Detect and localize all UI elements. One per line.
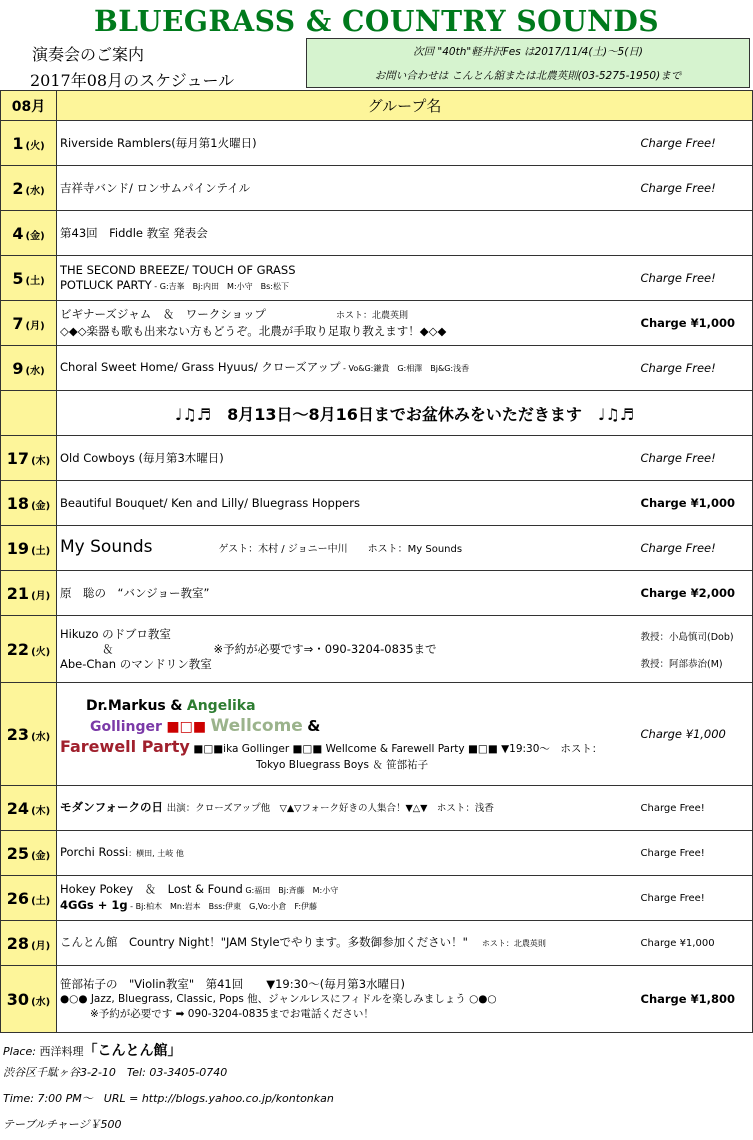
table-row [1, 616, 753, 683]
event-cell: Porchi Rossi：横田, 土岐 他 [57, 831, 641, 876]
date-cell: 28 (月) [1, 921, 57, 966]
event-cell: 第43回 Fiddle 教室 発表会 [57, 211, 641, 256]
notice-box [306, 38, 750, 88]
charge-cell: Charge Free! [641, 786, 753, 831]
date-cell: 7 (月) [1, 301, 57, 346]
table-row [1, 481, 753, 526]
table-row [1, 301, 753, 346]
event-cell: Beautiful Bouquet/ Ken and Lilly/ Bluegrass Hoppers [57, 481, 641, 526]
notice-contact: お問い合わせは こんとん舘または北農英則(03-5275-1950)まで [374, 70, 682, 82]
date-cell: 25 (金) [1, 831, 57, 876]
event-cell: Choral Sweet Home/ Grass Hyuus/ クローズアップ - Vo&G:鎌貴 G:相澤 Bj&G:浅香 [57, 346, 641, 391]
holiday-notice: ♩♫♬ 8月13日～8月16日までお盆休みをいただきます ♩♫♬ [57, 391, 753, 436]
table-header [1, 91, 753, 121]
charge-cell: Charge Free! [641, 256, 753, 301]
event-cell: Hikuzo のドブロ教室 ＆ ※予約が必要です⇒・090-3204-0835まで Abe-Chan のマンドリン教室 [57, 616, 641, 683]
charge-cell: Charge Free! [641, 166, 753, 211]
date-cell: 5 (土) [1, 256, 57, 301]
event-cell: 原 聡の “バンジョー教室” [57, 571, 641, 616]
charge-cell: Charge ¥1,000 [641, 921, 753, 966]
table-row [1, 786, 753, 831]
group-header: グループ名 [57, 91, 753, 121]
date-cell: 4 (金) [1, 211, 57, 256]
date-cell: 17 (木) [1, 436, 57, 481]
charge-cell: Charge ¥1,800 [641, 966, 753, 1033]
date-cell: 2 (水) [1, 166, 57, 211]
charge-cell: Charge Free! [641, 831, 753, 876]
event-cell: こんとん館 Country Night！"JAM Styleでやります。多数御参加ください！" ホスト：北農英則 [57, 921, 641, 966]
event-cell: Hokey Pokey ＆ Lost & Found G:福田 Bj:斉藤 M:小守 4GGs + 1g - Bj:柏木 Mn:岩本 Bss:伊東 G,Vo:小倉 F:伊藤 [57, 876, 641, 921]
footer-address: 渋谷区千駄ヶ谷3-2-10 Tel: 03-3405-0740 [3, 1066, 228, 1079]
charge-cell: Charge Free! [641, 121, 753, 166]
table-row [1, 121, 753, 166]
notice-next-fes: 次回 "40th"軽井沢Fes は2017/11/4(土)～5(日) [413, 46, 643, 58]
event-cell: THE SECOND BREEZE/ TOUCH OF GRASS POTLUCK PARTY - G:吉峯 Bj:内田 M:小守 Bs:松下 [57, 256, 641, 301]
charge-cell: Charge Free! [641, 436, 753, 481]
event-cell: 吉祥寺バンド/ ロンサムパインテイル [57, 166, 641, 211]
date-cell: 23 (水) [1, 683, 57, 786]
date-cell: 24 (木) [1, 786, 57, 831]
charge-cell: Charge Free! [641, 876, 753, 921]
table-row [1, 831, 753, 876]
event-cell: モダンフォークの日 出演：クローズアップ他 ▽▲▽フォーク好きの人集合！▼△▼ ホスト：浅香 [57, 786, 641, 831]
charge-cell: Charge ¥1,000 [641, 301, 753, 346]
date-cell: 26 (土) [1, 876, 57, 921]
event-cell: My Sounds ゲスト：木村 / ジョニー中川 ホスト：My Sounds [57, 526, 641, 571]
date-cell: 30 (水) [1, 966, 57, 1033]
event-cell: Old Cowboys (毎月第3木曜日) [57, 436, 641, 481]
date-cell: 22 (火) [1, 616, 57, 683]
table-row [1, 256, 753, 301]
event-cell: ビギナーズジャム ＆ ワークショップ ホスト：北農英則 ◇◆◇楽器も歌も出来ない方もどうぞ。北農が手取り足取り教えます！◆◇◆ [57, 301, 641, 346]
event-cell: Dr.Markus & Angelika Gollinger ■□■ Wellcome & Farewell Party ■□■ika Gollinger ■□■ Wellcome & Farewell Party ■□■ ▼19:30～ ホスト： Tokyo Bluegrass Boys ＆ 笹部祐子 [57, 683, 641, 786]
footer-table-charge: テーブルチャージ￥500 [3, 1118, 122, 1131]
holiday-notice-row [1, 391, 753, 436]
footer-place: Place: 西洋料理「こんとん館」 [3, 1043, 182, 1059]
table-row [1, 571, 753, 616]
charge-cell: 教授：小島慎司(Dob) 教授：阿部恭治(M) [641, 616, 753, 683]
charge-cell: Charge Free! [641, 346, 753, 391]
table-row [1, 166, 753, 211]
charge-cell [641, 211, 753, 256]
header-guide: 演奏会のご案内 [32, 45, 145, 64]
table-row [1, 683, 753, 786]
table-row [1, 211, 753, 256]
date-cell: 18 (金) [1, 481, 57, 526]
table-row [1, 346, 753, 391]
footer-time-url: Time: 7:00 PM～ URL = http://blogs.yahoo.co.jp/kontonkan [3, 1092, 334, 1105]
event-cell: Riverside Ramblers(毎月第1火曜日) [57, 121, 641, 166]
date-cell: 21 (月) [1, 571, 57, 616]
charge-cell: Charge ¥1,000 [641, 683, 753, 786]
table-row [1, 526, 753, 571]
schedule-table [0, 90, 753, 1033]
table-row [1, 436, 753, 481]
date-cell: 1 (火) [1, 121, 57, 166]
table-row [1, 966, 753, 1033]
charge-cell: Charge Free! [641, 526, 753, 571]
charge-cell: Charge ¥1,000 [641, 481, 753, 526]
date-cell: 9 (水) [1, 346, 57, 391]
header-schedule-month: 2017年08月のスケジュール [30, 71, 235, 90]
table-row [1, 876, 753, 921]
table-row [1, 921, 753, 966]
date-cell: 19 (土) [1, 526, 57, 571]
event-cell: 笹部祐子の "Violin教室" 第41回 ▼19:30～(毎月第3水曜日) ●○● Jazz, Bluegrass, Classic, Pops 他、ジャンルレスにフィドルを楽しみましょう ○●○ ※予約が必要です ➡ 090-3204-0835までお電話ください！ [57, 966, 641, 1033]
charge-cell: Charge ¥2,000 [641, 571, 753, 616]
month-header: 08月 [1, 91, 57, 121]
page-title: BLUEGRASS & COUNTRY SOUNDS [93, 4, 660, 38]
